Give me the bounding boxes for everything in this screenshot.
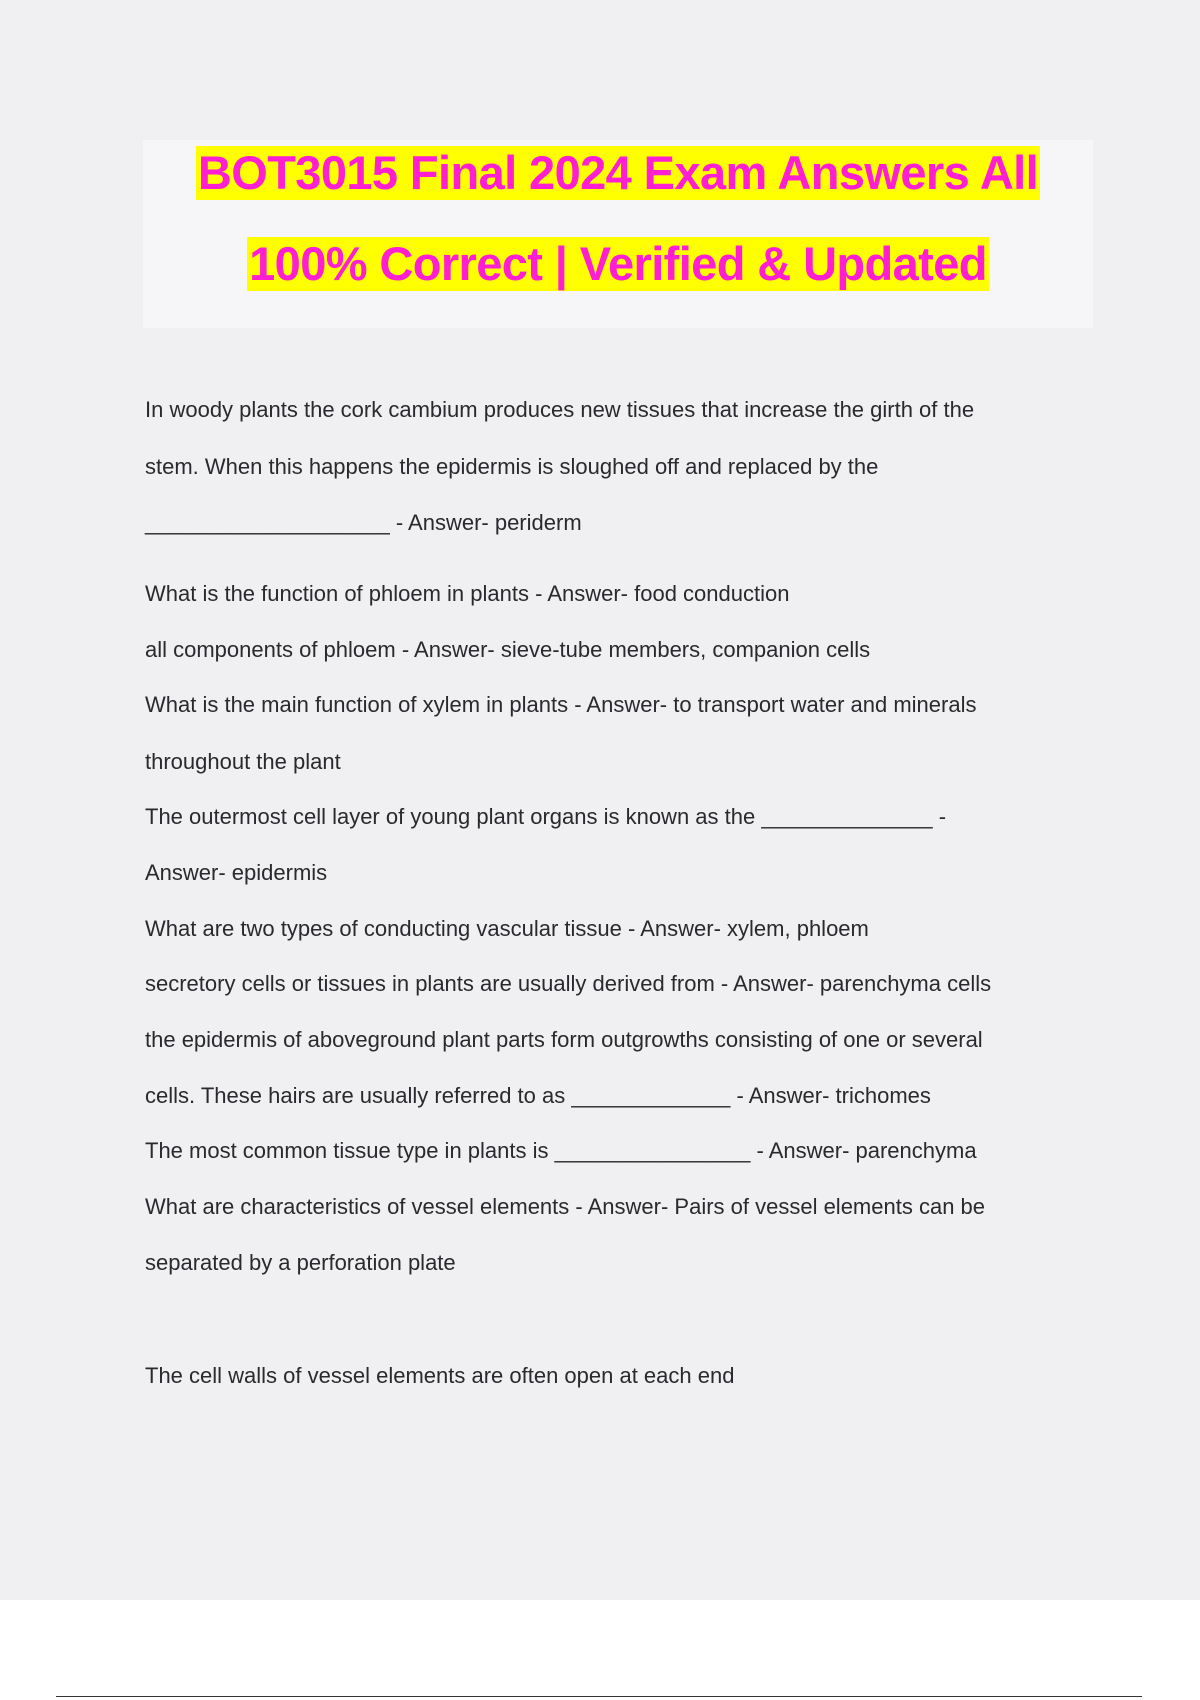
body-line: What are characteristics of vessel elements - Answer- Pairs of vessel elements can be <box>145 1194 986 1219</box>
body-line: all components of phloem - Answer- sieve-tube members, companion cells <box>145 637 871 662</box>
body-line: The cell walls of vessel elements are often open at each end <box>145 1363 735 1388</box>
document-title-line-1: BOT3015 Final 2024 Exam Answers All <box>197 146 1039 199</box>
body-line: The outermost cell layer of young plant organs is known as the ______________ - <box>145 804 947 829</box>
document-title-line-2: 100% Correct | Verified & Updated <box>249 237 987 290</box>
body-line: What are two types of conducting vascular tissue - Answer- xylem, phloem <box>145 916 869 941</box>
body-line: What is the function of phloem in plants - Answer- food conduction <box>145 581 790 606</box>
body-line: In woody plants the cork cambium produces new tissues that increase the girth of the <box>145 397 975 422</box>
body-line: The most common tissue type in plants is ________________ - Answer- parenchyma <box>145 1138 977 1163</box>
body-line: ____________________ - Answer- periderm <box>145 510 582 535</box>
body-line: separated by a perforation plate <box>145 1250 456 1275</box>
body-line: stem. When this happens the epidermis is sloughed off and replaced by the <box>145 454 879 479</box>
body-line: secretory cells or tissues in plants are usually derived from - Answer- parenchyma cells <box>145 971 992 996</box>
body-line: Answer- epidermis <box>145 860 328 885</box>
body-line: What is the main function of xylem in plants - Answer- to transport water and minerals <box>145 692 977 717</box>
body-line: the epidermis of aboveground plant parts form outgrowths consisting of one or several <box>145 1027 983 1052</box>
title-block <box>143 140 1093 328</box>
body-line: throughout the plant <box>145 749 341 774</box>
footer-divider <box>56 1696 1142 1697</box>
body-line: cells. These hairs are usually referred to as _____________ - Answer- trichomes <box>145 1083 931 1108</box>
